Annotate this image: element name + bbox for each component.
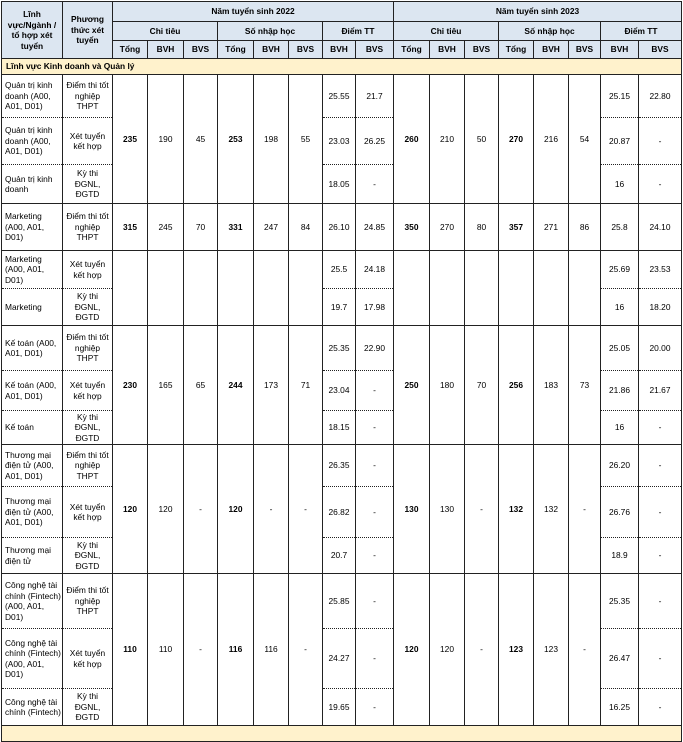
diem-bvs-2023: 24.10: [639, 204, 682, 251]
method-cell: Kỳ thi ĐGNL, ĐGTD: [63, 165, 113, 204]
nhap-hoc-tong-2023: 132: [499, 445, 534, 574]
nhap-hoc-bvs-2023: -: [569, 574, 601, 726]
diem-bvh-2023: 25.8: [601, 204, 639, 251]
chi-tieu-bvh-2023: 130: [430, 445, 465, 574]
header-bvs: BVS: [639, 41, 682, 59]
diem-bvh-2022: 19.65: [323, 689, 356, 726]
chi-tieu-tong-2023: 250: [394, 326, 430, 445]
chi-tieu-bvs-2023: 70: [465, 326, 499, 445]
diem-bvs-2022: -: [356, 538, 394, 574]
chi-tieu-bvs-2023: 80: [465, 204, 499, 251]
header-bvs: BVS: [569, 41, 601, 59]
method-cell: Xét tuyển kết hợp: [63, 487, 113, 538]
header-bvs: BVS: [465, 41, 499, 59]
method-cell: Kỳ thi ĐGNL, ĐGTD: [63, 289, 113, 326]
nhap-hoc-bvh-2023: 183: [534, 326, 569, 445]
chi-tieu-bvh-2022: 110: [148, 574, 184, 726]
nhap-hoc-bvs-2022: 84: [289, 204, 323, 251]
diem-bvs-2023: 21.67: [639, 371, 682, 411]
nhap-hoc-bvh-2023: 123: [534, 574, 569, 726]
diem-bvh-2022: 23.03: [323, 118, 356, 165]
table-row: [2, 326, 682, 371]
chi-tieu-tong-2023: 260: [394, 75, 430, 204]
diem-bvh-2022: 26.82: [323, 487, 356, 538]
header-tong: Tổng: [218, 41, 254, 59]
diem-bvh-2022: 26.10: [323, 204, 356, 251]
diem-bvh-2023: 16: [601, 165, 639, 204]
chi-tieu-bvh-2022: [148, 251, 184, 326]
header-bvs: BVS: [184, 41, 218, 59]
diem-bvh-2023: 25.35: [601, 574, 639, 629]
header-chi-tieu-2023: Chỉ tiêu: [394, 22, 499, 41]
diem-bvh-2023: 26.20: [601, 445, 639, 487]
diem-bvh-2023: 16: [601, 411, 639, 445]
program-cell: Thương mại điện tử (A00, A01, D01): [2, 487, 63, 538]
program-cell: Thương mại điện tử (A00, A01, D01): [2, 445, 63, 487]
chi-tieu-bvs-2022: -: [184, 574, 218, 726]
diem-bvs-2022: 22.90: [356, 326, 394, 371]
method-cell: Kỳ thi ĐGNL, ĐGTD: [63, 538, 113, 574]
chi-tieu-bvs-2022: [184, 251, 218, 326]
diem-bvh-2023: 18.9: [601, 538, 639, 574]
header-bvh: BVH: [534, 41, 569, 59]
diem-bvs-2022: 21.7: [356, 75, 394, 118]
chi-tieu-bvh-2023: 120: [430, 574, 465, 726]
nhap-hoc-tong-2022: [218, 251, 254, 326]
nhap-hoc-bvs-2023: 86: [569, 204, 601, 251]
diem-bvs-2022: 24.85: [356, 204, 394, 251]
chi-tieu-bvs-2023: 50: [465, 75, 499, 204]
diem-bvh-2023: 26.76: [601, 487, 639, 538]
diem-bvs-2023: -: [639, 689, 682, 726]
diem-bvh-2022: 18.05: [323, 165, 356, 204]
nhap-hoc-tong-2022: 116: [218, 574, 254, 726]
header-diem-tt-2022: Điểm TT: [323, 22, 394, 41]
chi-tieu-tong-2022: 315: [113, 204, 148, 251]
method-cell: Điểm thi tốt nghiệp THPT: [63, 204, 113, 251]
diem-bvs-2022: -: [356, 165, 394, 204]
header-tong: Tổng: [499, 41, 534, 59]
diem-bvs-2023: -: [639, 487, 682, 538]
header-diem-tt-2023: Điểm TT: [601, 22, 682, 41]
diem-bvs-2023: -: [639, 118, 682, 165]
nhap-hoc-bvs-2023: 54: [569, 75, 601, 204]
program-cell: Marketing: [2, 289, 63, 326]
chi-tieu-tong-2022: 110: [113, 574, 148, 726]
program-cell: Kế toán (A00, A01, D01): [2, 371, 63, 411]
nhap-hoc-tong-2023: [499, 251, 534, 326]
diem-bvh-2022: 20.7: [323, 538, 356, 574]
nhap-hoc-bvs-2022: 71: [289, 326, 323, 445]
chi-tieu-bvs-2023: [465, 251, 499, 326]
diem-bvs-2022: -: [356, 487, 394, 538]
header-bvh: BVH: [430, 41, 465, 59]
chi-tieu-bvs-2022: 70: [184, 204, 218, 251]
diem-bvs-2022: -: [356, 689, 394, 726]
diem-bvh-2022: 25.5: [323, 251, 356, 289]
nhap-hoc-bvh-2022: 173: [254, 326, 289, 445]
table-row: [2, 251, 682, 289]
diem-bvs-2022: -: [356, 371, 394, 411]
diem-bvs-2023: -: [639, 165, 682, 204]
diem-bvh-2022: 26.35: [323, 445, 356, 487]
method-cell: Xét tuyển kết hợp: [63, 629, 113, 689]
nhap-hoc-bvh-2022: [254, 251, 289, 326]
program-cell: Marketing (A00, A01, D01): [2, 204, 63, 251]
header-program: Lĩnh vực/Ngành / tổ hợp xét tuyển: [2, 2, 63, 59]
nhap-hoc-bvs-2023: -: [569, 445, 601, 574]
program-cell: Thương mại điện tử: [2, 538, 63, 574]
nhap-hoc-bvs-2022: [289, 251, 323, 326]
method-cell: Kỳ thi ĐGNL, ĐGTD: [63, 411, 113, 445]
chi-tieu-tong-2022: [113, 251, 148, 326]
diem-bvh-2023: 25.15: [601, 75, 639, 118]
diem-bvh-2022: 25.55: [323, 75, 356, 118]
header-bvh: BVH: [323, 41, 356, 59]
program-cell: Công nghệ tài chính (Fintech): [2, 689, 63, 726]
diem-bvh-2023: 16: [601, 289, 639, 326]
table-row: [2, 574, 682, 629]
diem-bvh-2023: 21.86: [601, 371, 639, 411]
header-bvh: BVH: [148, 41, 184, 59]
header-so-nhap-hoc-2023: Số nhập học: [499, 22, 601, 41]
diem-bvh-2023: 20.87: [601, 118, 639, 165]
diem-bvh-2022: 18.15: [323, 411, 356, 445]
diem-bvh-2022: 24.27: [323, 629, 356, 689]
chi-tieu-bvh-2022: 245: [148, 204, 184, 251]
chi-tieu-bvs-2022: 65: [184, 326, 218, 445]
method-cell: Điểm thi tốt nghiệp THPT: [63, 445, 113, 487]
header-bvh: BVH: [254, 41, 289, 59]
diem-bvh-2022: 25.35: [323, 326, 356, 371]
chi-tieu-tong-2022: 230: [113, 326, 148, 445]
nhap-hoc-bvh-2022: 198: [254, 75, 289, 204]
diem-bvs-2023: -: [639, 445, 682, 487]
program-cell: Công nghệ tài chính (Fintech) (A00, A01, D01): [2, 574, 63, 629]
chi-tieu-tong-2023: 130: [394, 445, 430, 574]
table-row: [2, 445, 682, 487]
nhap-hoc-bvs-2022: 55: [289, 75, 323, 204]
header-tong: Tổng: [113, 41, 148, 59]
diem-bvs-2023: -: [639, 574, 682, 629]
diem-bvs-2023: 18.20: [639, 289, 682, 326]
chi-tieu-bvs-2022: -: [184, 445, 218, 574]
diem-bvs-2022: -: [356, 445, 394, 487]
program-cell: Quản trị kinh doanh (A00, A01, D01): [2, 118, 63, 165]
nhap-hoc-bvh-2023: 216: [534, 75, 569, 204]
nhap-hoc-tong-2023: 123: [499, 574, 534, 726]
nhap-hoc-tong-2023: 357: [499, 204, 534, 251]
header-bvs: BVS: [289, 41, 323, 59]
method-cell: Xét tuyển kết hợp: [63, 251, 113, 289]
nhap-hoc-tong-2022: 244: [218, 326, 254, 445]
nhap-hoc-bvh-2023: 132: [534, 445, 569, 574]
header-year-2023: Năm tuyển sinh 2023: [394, 2, 682, 22]
nhap-hoc-bvh-2023: [534, 251, 569, 326]
header-bvh: BVH: [601, 41, 639, 59]
header-year-2022: Năm tuyển sinh 2022: [113, 2, 394, 22]
chi-tieu-bvh-2022: 120: [148, 445, 184, 574]
diem-bvs-2022: 24.18: [356, 251, 394, 289]
diem-bvh-2023: 26.47: [601, 629, 639, 689]
diem-bvs-2022: 26.25: [356, 118, 394, 165]
table-row: [2, 75, 682, 118]
nhap-hoc-tong-2023: 256: [499, 326, 534, 445]
header-bvs: BVS: [356, 41, 394, 59]
chi-tieu-bvs-2023: -: [465, 574, 499, 726]
diem-bvh-2022: 23.04: [323, 371, 356, 411]
chi-tieu-bvh-2022: 190: [148, 75, 184, 204]
header-so-nhap-hoc-2022: Số nhập học: [218, 22, 323, 41]
header-chi-tieu-2022: Chỉ tiêu: [113, 22, 218, 41]
nhap-hoc-bvs-2022: -: [289, 445, 323, 574]
nhap-hoc-bvh-2022: 247: [254, 204, 289, 251]
chi-tieu-tong-2023: 350: [394, 204, 430, 251]
diem-bvs-2023: 22.80: [639, 75, 682, 118]
diem-bvs-2022: -: [356, 629, 394, 689]
diem-bvh-2022: 19.7: [323, 289, 356, 326]
header-tong: Tổng: [394, 41, 430, 59]
chi-tieu-bvs-2022: 45: [184, 75, 218, 204]
program-cell: Kế toán: [2, 411, 63, 445]
diem-bvh-2023: 16.25: [601, 689, 639, 726]
diem-bvh-2023: 25.05: [601, 326, 639, 371]
nhap-hoc-bvh-2023: 271: [534, 204, 569, 251]
nhap-hoc-tong-2023: 270: [499, 75, 534, 204]
header-method: Phương thức xét tuyển: [63, 2, 113, 59]
program-cell: Quản trị kinh doanh (A00, A01, D01): [2, 75, 63, 118]
program-cell: Kế toán (A00, A01, D01): [2, 326, 63, 371]
diem-bvs-2023: 23.53: [639, 251, 682, 289]
diem-bvs-2023: -: [639, 411, 682, 445]
diem-bvs-2023: -: [639, 629, 682, 689]
nhap-hoc-bvh-2022: 116: [254, 574, 289, 726]
admission-table: [1, 1, 682, 742]
nhap-hoc-tong-2022: 253: [218, 75, 254, 204]
nhap-hoc-bvs-2023: [569, 251, 601, 326]
chi-tieu-tong-2023: 120: [394, 574, 430, 726]
nhap-hoc-bvs-2023: 73: [569, 326, 601, 445]
method-cell: Xét tuyển kết hợp: [63, 371, 113, 411]
method-cell: Kỳ thi ĐGNL, ĐGTD: [63, 689, 113, 726]
chi-tieu-bvh-2023: 180: [430, 326, 465, 445]
program-cell: Công nghệ tài chính (Fintech) (A00, A01, D01): [2, 629, 63, 689]
chi-tieu-bvh-2023: 210: [430, 75, 465, 204]
chi-tieu-bvh-2023: 270: [430, 204, 465, 251]
diem-bvs-2023: -: [639, 538, 682, 574]
method-cell: Xét tuyển kết hợp: [63, 118, 113, 165]
chi-tieu-bvh-2022: 165: [148, 326, 184, 445]
diem-bvs-2022: -: [356, 411, 394, 445]
program-cell: Quản trị kinh doanh: [2, 165, 63, 204]
chi-tieu-bvs-2023: -: [465, 445, 499, 574]
nhap-hoc-bvs-2022: -: [289, 574, 323, 726]
diem-bvs-2023: 20.00: [639, 326, 682, 371]
chi-tieu-bvh-2023: [430, 251, 465, 326]
diem-bvh-2023: 25.69: [601, 251, 639, 289]
nhap-hoc-bvh-2022: -: [254, 445, 289, 574]
section-title: Lĩnh vực Kinh doanh và Quản lý: [2, 59, 682, 75]
method-cell: Điểm thi tốt nghiệp THPT: [63, 326, 113, 371]
nhap-hoc-tong-2022: 331: [218, 204, 254, 251]
chi-tieu-tong-2022: 120: [113, 445, 148, 574]
nhap-hoc-tong-2022: 120: [218, 445, 254, 574]
program-cell: Marketing (A00, A01, D01): [2, 251, 63, 289]
chi-tieu-tong-2022: 235: [113, 75, 148, 204]
diem-bvs-2022: -: [356, 574, 394, 629]
diem-bvs-2022: 17.98: [356, 289, 394, 326]
diem-bvh-2022: 25.85: [323, 574, 356, 629]
chi-tieu-tong-2023: [394, 251, 430, 326]
table-row: [2, 204, 682, 251]
next-section-row: [2, 726, 682, 742]
method-cell: Điểm thi tốt nghiệp THPT: [63, 75, 113, 118]
method-cell: Điểm thi tốt nghiệp THPT: [63, 574, 113, 629]
